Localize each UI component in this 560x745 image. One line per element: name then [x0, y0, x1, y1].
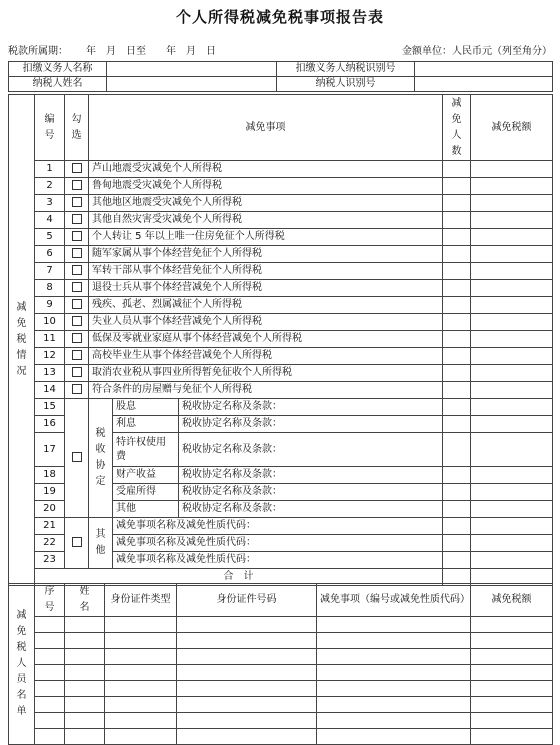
personnel-cell[interactable]: [105, 713, 177, 729]
meta-row: [8, 42, 552, 56]
row-number: 11: [35, 331, 65, 348]
row-number: 20: [35, 501, 65, 518]
withholder-name-label: 扣缴义务人名称: [9, 62, 107, 77]
count-cell[interactable]: [443, 331, 471, 348]
relief-item-text: 随军家属从事个体经营免征个人所得税: [89, 246, 443, 263]
amount-cell[interactable]: [471, 314, 553, 331]
treaty-text: 税收协定名称及条款：: [179, 501, 443, 518]
personnel-cell[interactable]: [35, 665, 65, 681]
treaty-category: 受雇所得: [113, 484, 179, 501]
taxpayer-name-field[interactable]: [107, 77, 277, 92]
amount-cell[interactable]: [471, 365, 553, 382]
relief-item-text: 高校毕业生从事个体经营减免个人所得税: [89, 348, 443, 365]
personnel-row: [9, 633, 553, 649]
withholder-id-field[interactable]: [415, 62, 553, 77]
count-cell[interactable]: [443, 314, 471, 331]
amount-cell[interactable]: [471, 280, 553, 297]
amount-cell[interactable]: [471, 382, 553, 399]
relief-item-text: 符合条件的房屋赠与免征个人所得税: [89, 382, 443, 399]
personnel-cell[interactable]: [65, 697, 105, 713]
checkbox-icon[interactable]: [72, 214, 82, 224]
amount-cell[interactable]: [471, 263, 553, 280]
checkbox[interactable]: [65, 331, 89, 348]
amount-cell[interactable]: [471, 416, 553, 433]
col-header-name: 姓 名: [65, 584, 105, 617]
col-header-check: 勾 选: [65, 95, 89, 161]
treaty-text: 税收协定名称及条款：: [179, 399, 443, 416]
row-number: 8: [35, 280, 65, 297]
count-cell[interactable]: [443, 416, 471, 433]
withholder-name-field[interactable]: [107, 62, 277, 77]
treaty-row: [9, 399, 553, 416]
amount-cell[interactable]: [471, 399, 553, 416]
amount-cell[interactable]: [471, 501, 553, 518]
personnel-row: [9, 713, 553, 729]
row-number: 23: [35, 552, 65, 569]
row-number: 22: [35, 535, 65, 552]
taxpayer-id-field[interactable]: [415, 77, 553, 92]
col-header-relief-amount: 减免税额: [471, 584, 553, 617]
personnel-cell[interactable]: [65, 681, 105, 697]
checkbox[interactable]: [65, 382, 89, 399]
personnel-cell[interactable]: [177, 713, 317, 729]
checkbox-icon[interactable]: [72, 333, 82, 343]
amount-cell[interactable]: [471, 552, 553, 569]
amount-cell[interactable]: [471, 467, 553, 484]
amount-cell[interactable]: [471, 229, 553, 246]
personnel-cell[interactable]: [35, 713, 65, 729]
relief-row: [9, 365, 553, 382]
relief-row: [9, 195, 553, 212]
personnel-cell[interactable]: [35, 633, 65, 649]
row-number: 12: [35, 348, 65, 365]
checkbox[interactable]: [65, 195, 89, 212]
row-number: 2: [35, 178, 65, 195]
count-cell[interactable]: [443, 246, 471, 263]
col-header-relief-item: 减免事项（编号或减免性质代码）: [317, 584, 471, 617]
personnel-cell[interactable]: [105, 649, 177, 665]
row-number: 15: [35, 399, 65, 416]
checkbox-icon[interactable]: [72, 163, 82, 173]
personnel-cell[interactable]: [471, 617, 553, 633]
row-number: 19: [35, 484, 65, 501]
count-cell[interactable]: [443, 433, 471, 467]
personnel-cell[interactable]: [65, 617, 105, 633]
amount-cell[interactable]: [471, 433, 553, 467]
checkbox[interactable]: [65, 178, 89, 195]
personnel-row: [9, 697, 553, 713]
checkbox-icon[interactable]: [72, 299, 82, 309]
checkbox[interactable]: [65, 280, 89, 297]
relief-row: [9, 212, 553, 229]
other-group-label: 其 他: [89, 518, 113, 569]
checkbox-icon[interactable]: [72, 282, 82, 292]
treaty-text: 税收协定名称及条款：: [179, 484, 443, 501]
amount-cell[interactable]: [471, 297, 553, 314]
count-cell[interactable]: [443, 399, 471, 416]
personnel-cell[interactable]: [65, 633, 105, 649]
checkbox-icon[interactable]: [72, 367, 82, 377]
personnel-cell[interactable]: [65, 665, 105, 681]
row-number: 1: [35, 161, 65, 178]
row-number: 16: [35, 416, 65, 433]
personnel-side-label: 减 免 税 人 员 名 单: [9, 584, 35, 745]
personnel-row: [9, 617, 553, 633]
row-number: 10: [35, 314, 65, 331]
amount-cell[interactable]: [471, 484, 553, 501]
treaty-category: 财产收益: [113, 467, 179, 484]
amount-cell[interactable]: [471, 331, 553, 348]
header-table: [8, 61, 553, 92]
personnel-cell[interactable]: [105, 681, 177, 697]
col-header-no: 编 号: [35, 95, 65, 161]
personnel-cell[interactable]: [317, 665, 471, 681]
relief-item-text: 失业人员从事个体经营减免个人所得税: [89, 314, 443, 331]
relief-item-text: 残疾、孤老、烈属减征个人所得税: [89, 297, 443, 314]
personnel-cell[interactable]: [105, 697, 177, 713]
relief-item-text: 军转干部从事个体经营免征个人所得税: [89, 263, 443, 280]
tax-period: 税款所属期： 年 月 日至 年 月 日: [8, 46, 216, 57]
amount-cell[interactable]: [471, 212, 553, 229]
personnel-cell[interactable]: [317, 697, 471, 713]
personnel-cell[interactable]: [177, 617, 317, 633]
personnel-cell[interactable]: [65, 713, 105, 729]
checkbox-icon[interactable]: [72, 265, 82, 275]
relief-item-text: 个人转让 5 年以上唯一住房免征个人所得税: [89, 229, 443, 246]
col-header-count: 减 免 人 数: [443, 95, 471, 161]
checkbox[interactable]: [65, 246, 89, 263]
relief-item-text: 其他自然灾害受灾减免个人所得税: [89, 212, 443, 229]
relief-row: [9, 280, 553, 297]
col-header-item: 减免事项: [89, 95, 443, 161]
currency-unit: 金额单位：人民币元（列至角分）: [402, 46, 552, 57]
relief-item-text: 鲁甸地震受灾减免个人所得税: [89, 178, 443, 195]
treaty-category: 利息: [113, 416, 179, 433]
col-header-seq: 序 号: [35, 584, 65, 617]
checkbox[interactable]: [65, 263, 89, 280]
checkbox-icon[interactable]: [72, 180, 82, 190]
amount-cell[interactable]: [471, 178, 553, 195]
personnel-cell[interactable]: [317, 681, 471, 697]
row-number: 5: [35, 229, 65, 246]
relief-row: [9, 331, 553, 348]
other-row: [9, 518, 553, 535]
relief-row: [9, 246, 553, 263]
relief-row: [9, 348, 553, 365]
amount-cell[interactable]: [471, 348, 553, 365]
taxpayer-id-label: 纳税人识别号: [277, 77, 415, 92]
count-cell[interactable]: [443, 178, 471, 195]
personnel-cell[interactable]: [317, 633, 471, 649]
personnel-cell[interactable]: [177, 633, 317, 649]
checkbox[interactable]: [65, 297, 89, 314]
personnel-cell[interactable]: [471, 681, 553, 697]
count-cell[interactable]: [443, 484, 471, 501]
personnel-table: [8, 583, 553, 745]
row-number: 9: [35, 297, 65, 314]
relief-item-text: 取消农业税从事四业所得暂免征收个人所得税: [89, 365, 443, 382]
personnel-cell[interactable]: [471, 697, 553, 713]
other-text: 减免事项名称及减免性质代码：: [113, 518, 443, 535]
count-cell[interactable]: [443, 552, 471, 569]
relief-item-text: 芦山地震受灾减免个人所得税: [89, 161, 443, 178]
row-number: 17: [35, 433, 65, 467]
count-cell[interactable]: [443, 365, 471, 382]
other-text: 减免事项名称及减免性质代码：: [113, 552, 443, 569]
personnel-cell[interactable]: [317, 649, 471, 665]
amount-cell[interactable]: [471, 246, 553, 263]
personnel-cell[interactable]: [35, 729, 65, 745]
count-cell[interactable]: [443, 518, 471, 535]
amount-cell[interactable]: [471, 518, 553, 535]
personnel-row: [9, 649, 553, 665]
treaty-group-label: 税 收 协 定: [89, 399, 113, 518]
count-cell[interactable]: [443, 348, 471, 365]
personnel-cell[interactable]: [177, 729, 317, 745]
personnel-row: [9, 729, 553, 745]
personnel-cell[interactable]: [471, 633, 553, 649]
checkbox[interactable]: [65, 161, 89, 178]
row-number: 7: [35, 263, 65, 280]
count-cell[interactable]: [443, 195, 471, 212]
relief-side-label: 减 免 税 情 况: [9, 95, 35, 586]
count-cell[interactable]: [443, 229, 471, 246]
count-cell[interactable]: [443, 467, 471, 484]
personnel-cell[interactable]: [35, 617, 65, 633]
checkbox[interactable]: [65, 212, 89, 229]
count-cell[interactable]: [443, 501, 471, 518]
withholder-id-label: 扣缴义务人纳税识别号: [277, 62, 415, 77]
relief-row: [9, 161, 553, 178]
row-number: 21: [35, 518, 65, 535]
count-cell[interactable]: [443, 161, 471, 178]
personnel-row: [9, 665, 553, 681]
personnel-cell[interactable]: [177, 665, 317, 681]
checkbox[interactable]: [65, 399, 89, 518]
count-cell[interactable]: [443, 297, 471, 314]
count-cell[interactable]: [443, 535, 471, 552]
row-number: 6: [35, 246, 65, 263]
personnel-cell[interactable]: [105, 633, 177, 649]
row-number: 13: [35, 365, 65, 382]
personnel-cell[interactable]: [177, 697, 317, 713]
personnel-cell[interactable]: [35, 649, 65, 665]
checkbox-icon[interactable]: [72, 248, 82, 258]
checkbox-icon[interactable]: [72, 316, 82, 326]
treaty-category: 股息: [113, 399, 179, 416]
count-cell[interactable]: [443, 382, 471, 399]
personnel-cell[interactable]: [65, 729, 105, 745]
personnel-cell[interactable]: [471, 729, 553, 745]
col-header-id-no: 身份证件号码: [177, 584, 317, 617]
personnel-cell[interactable]: [105, 617, 177, 633]
page-title: 个人所得税减免税事项报告表: [175, 8, 384, 26]
personnel-cell[interactable]: [471, 665, 553, 681]
total-label: 合 计: [35, 569, 443, 586]
personnel-row: [9, 681, 553, 697]
row-number: 18: [35, 467, 65, 484]
personnel-cell[interactable]: [471, 649, 553, 665]
personnel-cell[interactable]: [317, 729, 471, 745]
personnel-cell[interactable]: [317, 713, 471, 729]
personnel-cell[interactable]: [105, 729, 177, 745]
checkbox-icon[interactable]: [72, 350, 82, 360]
treaty-text: 税收协定名称及条款：: [179, 416, 443, 433]
relief-row: [9, 297, 553, 314]
relief-row: [9, 263, 553, 280]
relief-row: [9, 229, 553, 246]
personnel-cell[interactable]: [35, 681, 65, 697]
personnel-cell[interactable]: [35, 697, 65, 713]
other-text: 减免事项名称及减免性质代码：: [113, 535, 443, 552]
relief-item-text: 退役士兵从事个体经营减免个人所得税: [89, 280, 443, 297]
relief-row: [9, 382, 553, 399]
row-number: 3: [35, 195, 65, 212]
treaty-category: 特许权使用费: [113, 433, 179, 467]
checkbox-icon[interactable]: [72, 537, 82, 547]
col-header-id-type: 身份证件类型: [105, 584, 177, 617]
checkbox[interactable]: [65, 348, 89, 365]
count-cell[interactable]: [443, 280, 471, 297]
relief-table: [8, 94, 553, 586]
personnel-cell[interactable]: [177, 681, 317, 697]
personnel-cell[interactable]: [317, 617, 471, 633]
row-number: 4: [35, 212, 65, 229]
count-cell[interactable]: [443, 212, 471, 229]
relief-row: [9, 314, 553, 331]
col-header-amount: 减免税额: [471, 95, 553, 161]
checkbox-icon[interactable]: [72, 384, 82, 394]
checkbox-icon[interactable]: [72, 452, 82, 462]
amount-cell[interactable]: [471, 195, 553, 212]
checkbox[interactable]: [65, 365, 89, 382]
treaty-text: 税收协定名称及条款：: [179, 433, 443, 467]
treaty-text: 税收协定名称及条款：: [179, 467, 443, 484]
personnel-cell[interactable]: [105, 665, 177, 681]
personnel-cell[interactable]: [65, 649, 105, 665]
amount-cell[interactable]: [471, 535, 553, 552]
personnel-cell[interactable]: [177, 649, 317, 665]
count-cell[interactable]: [443, 263, 471, 280]
checkbox-icon[interactable]: [72, 231, 82, 241]
personnel-cell[interactable]: [471, 713, 553, 729]
checkbox[interactable]: [65, 518, 89, 569]
taxpayer-name-label: 纳税人姓名: [9, 77, 107, 92]
checkbox[interactable]: [65, 314, 89, 331]
relief-row: [9, 178, 553, 195]
treaty-category: 其他: [113, 501, 179, 518]
relief-item-text: 其他地区地震受灾减免个人所得税: [89, 195, 443, 212]
checkbox-icon[interactable]: [72, 197, 82, 207]
amount-cell[interactable]: [471, 161, 553, 178]
row-number: 14: [35, 382, 65, 399]
checkbox[interactable]: [65, 229, 89, 246]
relief-item-text: 低保及零就业家庭从事个体经营减免个人所得税: [89, 331, 443, 348]
